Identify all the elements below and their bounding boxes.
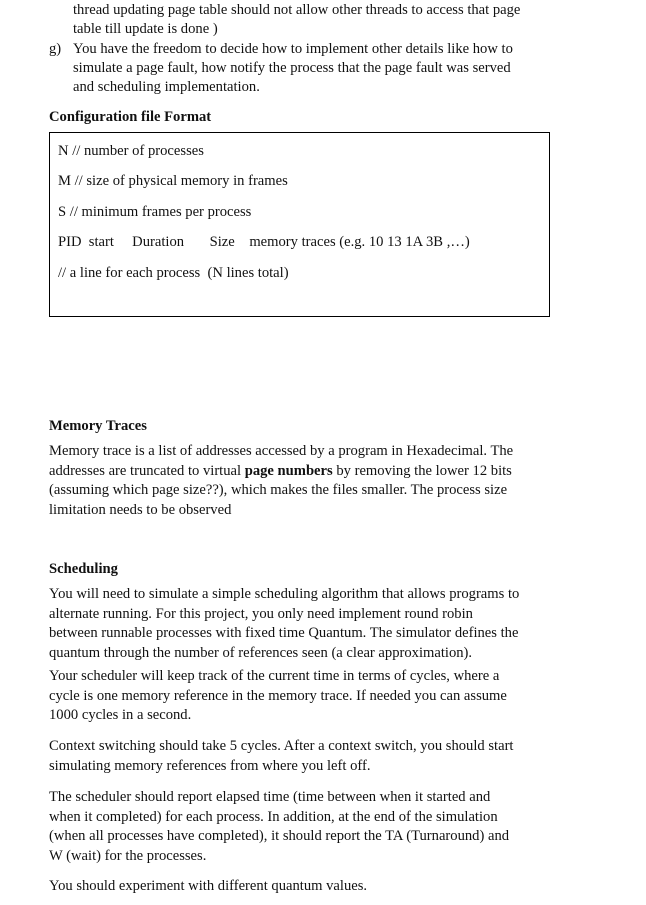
memory-traces-line-3: (assuming which page size??), which makes the files smaller. The process size xyxy=(49,482,508,499)
scheduling-paragraph-2 xyxy=(49,667,559,726)
scheduling-p3-line-2: simulating memory references from where you left off. xyxy=(49,757,371,774)
scheduling-paragraph-3 xyxy=(49,737,559,776)
memory-traces-line-2-start: addresses are truncated to virtual xyxy=(49,462,245,479)
config-line-note: // a line for each process (N lines total) xyxy=(58,265,289,281)
scheduling-p2-line-1: Your scheduler will keep track of the current time in terms of cycles, where a xyxy=(49,668,500,684)
memory-traces-paragraph xyxy=(49,442,559,520)
continuation-line-2: table till update is done ) xyxy=(73,21,218,37)
config-line-s: S // minimum frames per process xyxy=(58,204,252,220)
scheduling-p1-line-1: You will need to simulate a simple scheduling algorithm that allows programs to xyxy=(49,586,520,602)
config-line-n: N // number of processes xyxy=(58,143,204,159)
list-item-g-line-1: You have the freedom to decide how to implement other details like how to xyxy=(73,41,513,57)
config-format-box xyxy=(49,132,550,317)
scheduling-p1-line-2: alternate running. For this project, you only need implement round robin xyxy=(49,605,473,622)
memory-traces-heading: Memory Traces xyxy=(49,418,147,434)
list-item-g-line-3: and scheduling implementation. xyxy=(73,79,260,95)
memory-traces-line-2-end: by removing the lower 12 bits xyxy=(332,462,512,479)
list-item-g-line-2: simulate a page fault, how notify the process that the page fault was served xyxy=(73,60,511,76)
scheduling-heading: Scheduling xyxy=(49,561,118,577)
memory-traces-line-2 xyxy=(49,462,559,482)
scheduling-p2-line-3: 1000 cycles in a second. xyxy=(49,707,192,724)
continuation-line-1: thread updating page table should not allow other threads to access that page xyxy=(73,2,521,18)
config-line-pid: PID start Duration Size memory traces (e.g. 10 13 1A 3B ,…) xyxy=(58,234,470,250)
scheduling-p4-line-1: The scheduler should report elapsed time (time between when it started and xyxy=(49,789,491,805)
memory-traces-line-1: Memory trace is a list of addresses accessed by a program in Hexadecimal. The xyxy=(49,443,514,459)
config-line-m: M // size of physical memory in frames xyxy=(58,173,288,189)
scheduling-p1-line-3: between runnable processes with fixed time Quantum. The simulator defines the xyxy=(49,625,519,642)
scheduling-paragraph-1 xyxy=(49,585,559,663)
memory-traces-line-4: limitation needs to be observed xyxy=(49,501,232,518)
scheduling-p4-line-4: W (wait) for the processes. xyxy=(49,847,207,864)
scheduling-paragraph-4 xyxy=(49,788,559,866)
scheduling-p5-line-1: You should experiment with different quantum values. xyxy=(49,878,368,894)
scheduling-p3-line-1: Context switching should take 5 cycles. After a context switch, you should start xyxy=(49,738,514,754)
page-numbers-term: page numbers xyxy=(244,462,333,479)
scheduling-p1-line-4: quantum through the number of references seen (a clear approximation). xyxy=(49,644,473,661)
list-marker-g: g) xyxy=(49,41,62,57)
config-heading: Configuration file Format xyxy=(49,109,212,125)
scheduling-paragraph-5 xyxy=(49,877,559,897)
scheduling-p2-line-2: cycle is one memory reference in the memory trace. If needed you can assume xyxy=(49,687,507,704)
scheduling-p4-line-3: (when all processes have completed), it should report the TA (Turnaround) and xyxy=(49,828,510,845)
scheduling-p4-line-2: when it completed) for each process. In addition, at the end of the simulation xyxy=(49,808,498,825)
